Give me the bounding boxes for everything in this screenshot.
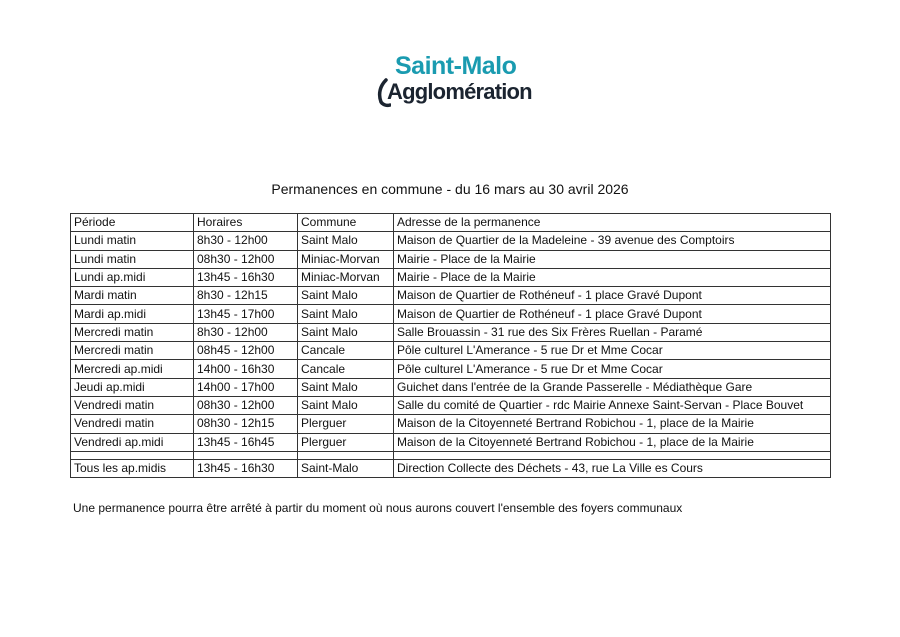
cell-adresse: Pôle culturel L'Amerance - 5 rue Dr et Mme Cocar	[394, 342, 831, 360]
spacer-cell	[71, 451, 194, 459]
cell-commune: Miniac-Morvan	[298, 268, 394, 286]
cell-periode: Vendredi matin	[71, 396, 194, 414]
table-row	[71, 378, 831, 396]
table-spacer-row	[71, 451, 831, 459]
cell-adresse: Guichet dans l'entrée de la Grande Passerelle - Médiathèque Gare	[394, 378, 831, 396]
saint-malo-agglomeration-logo	[377, 52, 547, 112]
cell-commune: Commune	[298, 214, 394, 232]
spacer-cell	[298, 451, 394, 459]
cell-periode: Période	[71, 214, 194, 232]
table-footer-row	[71, 459, 831, 477]
cell-horaires: 8h30 - 12h00	[194, 323, 298, 341]
cell-adresse: Mairie - Place de la Mairie	[394, 250, 831, 268]
cell-periode: Lundi matin	[71, 232, 194, 250]
cell-horaires: 13h45 - 17h00	[194, 305, 298, 323]
cell-adresse: Salle Brouassin - 31 rue des Six Frères Ruellan - Paramé	[394, 323, 831, 341]
cell-horaires: 13h45 - 16h30	[194, 268, 298, 286]
cell-horaires: 08h30 - 12h00	[194, 250, 298, 268]
cell-adresse: Adresse de la permanence	[394, 214, 831, 232]
cell-horaires: 13h45 - 16h45	[194, 433, 298, 451]
cell-commune: Cancale	[298, 342, 394, 360]
table-row	[71, 433, 831, 451]
table-row	[71, 250, 831, 268]
table-row	[71, 396, 831, 414]
cell-periode: Mardi ap.midi	[71, 305, 194, 323]
cell-commune: Saint Malo	[298, 305, 394, 323]
cell-adresse: Maison de Quartier de Rothéneuf - 1 place Gravé Dupont	[394, 287, 831, 305]
cell-commune: Saint Malo	[298, 232, 394, 250]
cell-horaires: 8h30 - 12h00	[194, 232, 298, 250]
cell-commune: Plerguer	[298, 433, 394, 451]
cell-periode: Mercredi matin	[71, 323, 194, 341]
table-row	[71, 232, 831, 250]
cell-horaires: 13h45 - 16h30	[194, 459, 298, 477]
footnote: Une permanence pourra être arrêté à partir du moment où nous aurons couvert l'ensemble des foyers communaux	[73, 501, 683, 515]
cell-commune: Saint Malo	[298, 287, 394, 305]
cell-commune: Saint Malo	[298, 396, 394, 414]
logo-line-2: Agglomération	[387, 79, 532, 104]
cell-commune: Saint-Malo	[298, 459, 394, 477]
spacer-cell	[394, 451, 831, 459]
page-title: Permanences en commune - du 16 mars au 30 avril 2026	[271, 181, 629, 197]
permanences-table	[70, 213, 831, 478]
cell-commune: Miniac-Morvan	[298, 250, 394, 268]
table-row	[71, 287, 831, 305]
cell-commune: Plerguer	[298, 415, 394, 433]
spacer-cell	[194, 451, 298, 459]
cell-adresse: Salle du comité de Quartier - rdc Mairie Annexe Saint-Servan - Place Bouvet	[394, 396, 831, 414]
table-row	[71, 360, 831, 378]
cell-periode: Mardi matin	[71, 287, 194, 305]
cell-horaires: Horaires	[194, 214, 298, 232]
cell-periode: Lundi ap.midi	[71, 268, 194, 286]
table-row	[71, 305, 831, 323]
cell-adresse: Maison de Quartier de Rothéneuf - 1 place Gravé Dupont	[394, 305, 831, 323]
cell-adresse: Pôle culturel L'Amerance - 5 rue Dr et Mme Cocar	[394, 360, 831, 378]
table-row	[71, 342, 831, 360]
cell-adresse: Mairie - Place de la Mairie	[394, 268, 831, 286]
cell-adresse: Maison de la Citoyenneté Bertrand Robichou - 1, place de la Mairie	[394, 433, 831, 451]
cell-horaires: 08h30 - 12h15	[194, 415, 298, 433]
cell-periode: Vendredi ap.midi	[71, 433, 194, 451]
cell-periode: Lundi matin	[71, 250, 194, 268]
cell-commune: Saint Malo	[298, 323, 394, 341]
cell-periode: Jeudi ap.midi	[71, 378, 194, 396]
cell-commune: Saint Malo	[298, 378, 394, 396]
cell-periode: Mercredi ap.midi	[71, 360, 194, 378]
cell-adresse: Maison de la Citoyenneté Bertrand Robichou - 1, place de la Mairie	[394, 415, 831, 433]
cell-commune: Cancale	[298, 360, 394, 378]
table-row	[71, 323, 831, 341]
cell-horaires: 14h00 - 16h30	[194, 360, 298, 378]
logo-line-1: Saint-Malo	[395, 52, 517, 80]
cell-adresse: Direction Collecte des Déchets - 43, rue La Ville es Cours	[394, 459, 831, 477]
cell-periode: Mercredi matin	[71, 342, 194, 360]
table-header-row	[71, 214, 831, 232]
cell-periode: Vendredi matin	[71, 415, 194, 433]
cell-horaires: 8h30 - 12h15	[194, 287, 298, 305]
cell-adresse: Maison de Quartier de la Madeleine - 39 avenue des Comptoirs	[394, 232, 831, 250]
cell-horaires: 08h30 - 12h00	[194, 396, 298, 414]
cell-horaires: 14h00 - 17h00	[194, 378, 298, 396]
table-row	[71, 415, 831, 433]
table-row	[71, 268, 831, 286]
cell-periode: Tous les ap.midis	[71, 459, 194, 477]
cell-horaires: 08h45 - 12h00	[194, 342, 298, 360]
